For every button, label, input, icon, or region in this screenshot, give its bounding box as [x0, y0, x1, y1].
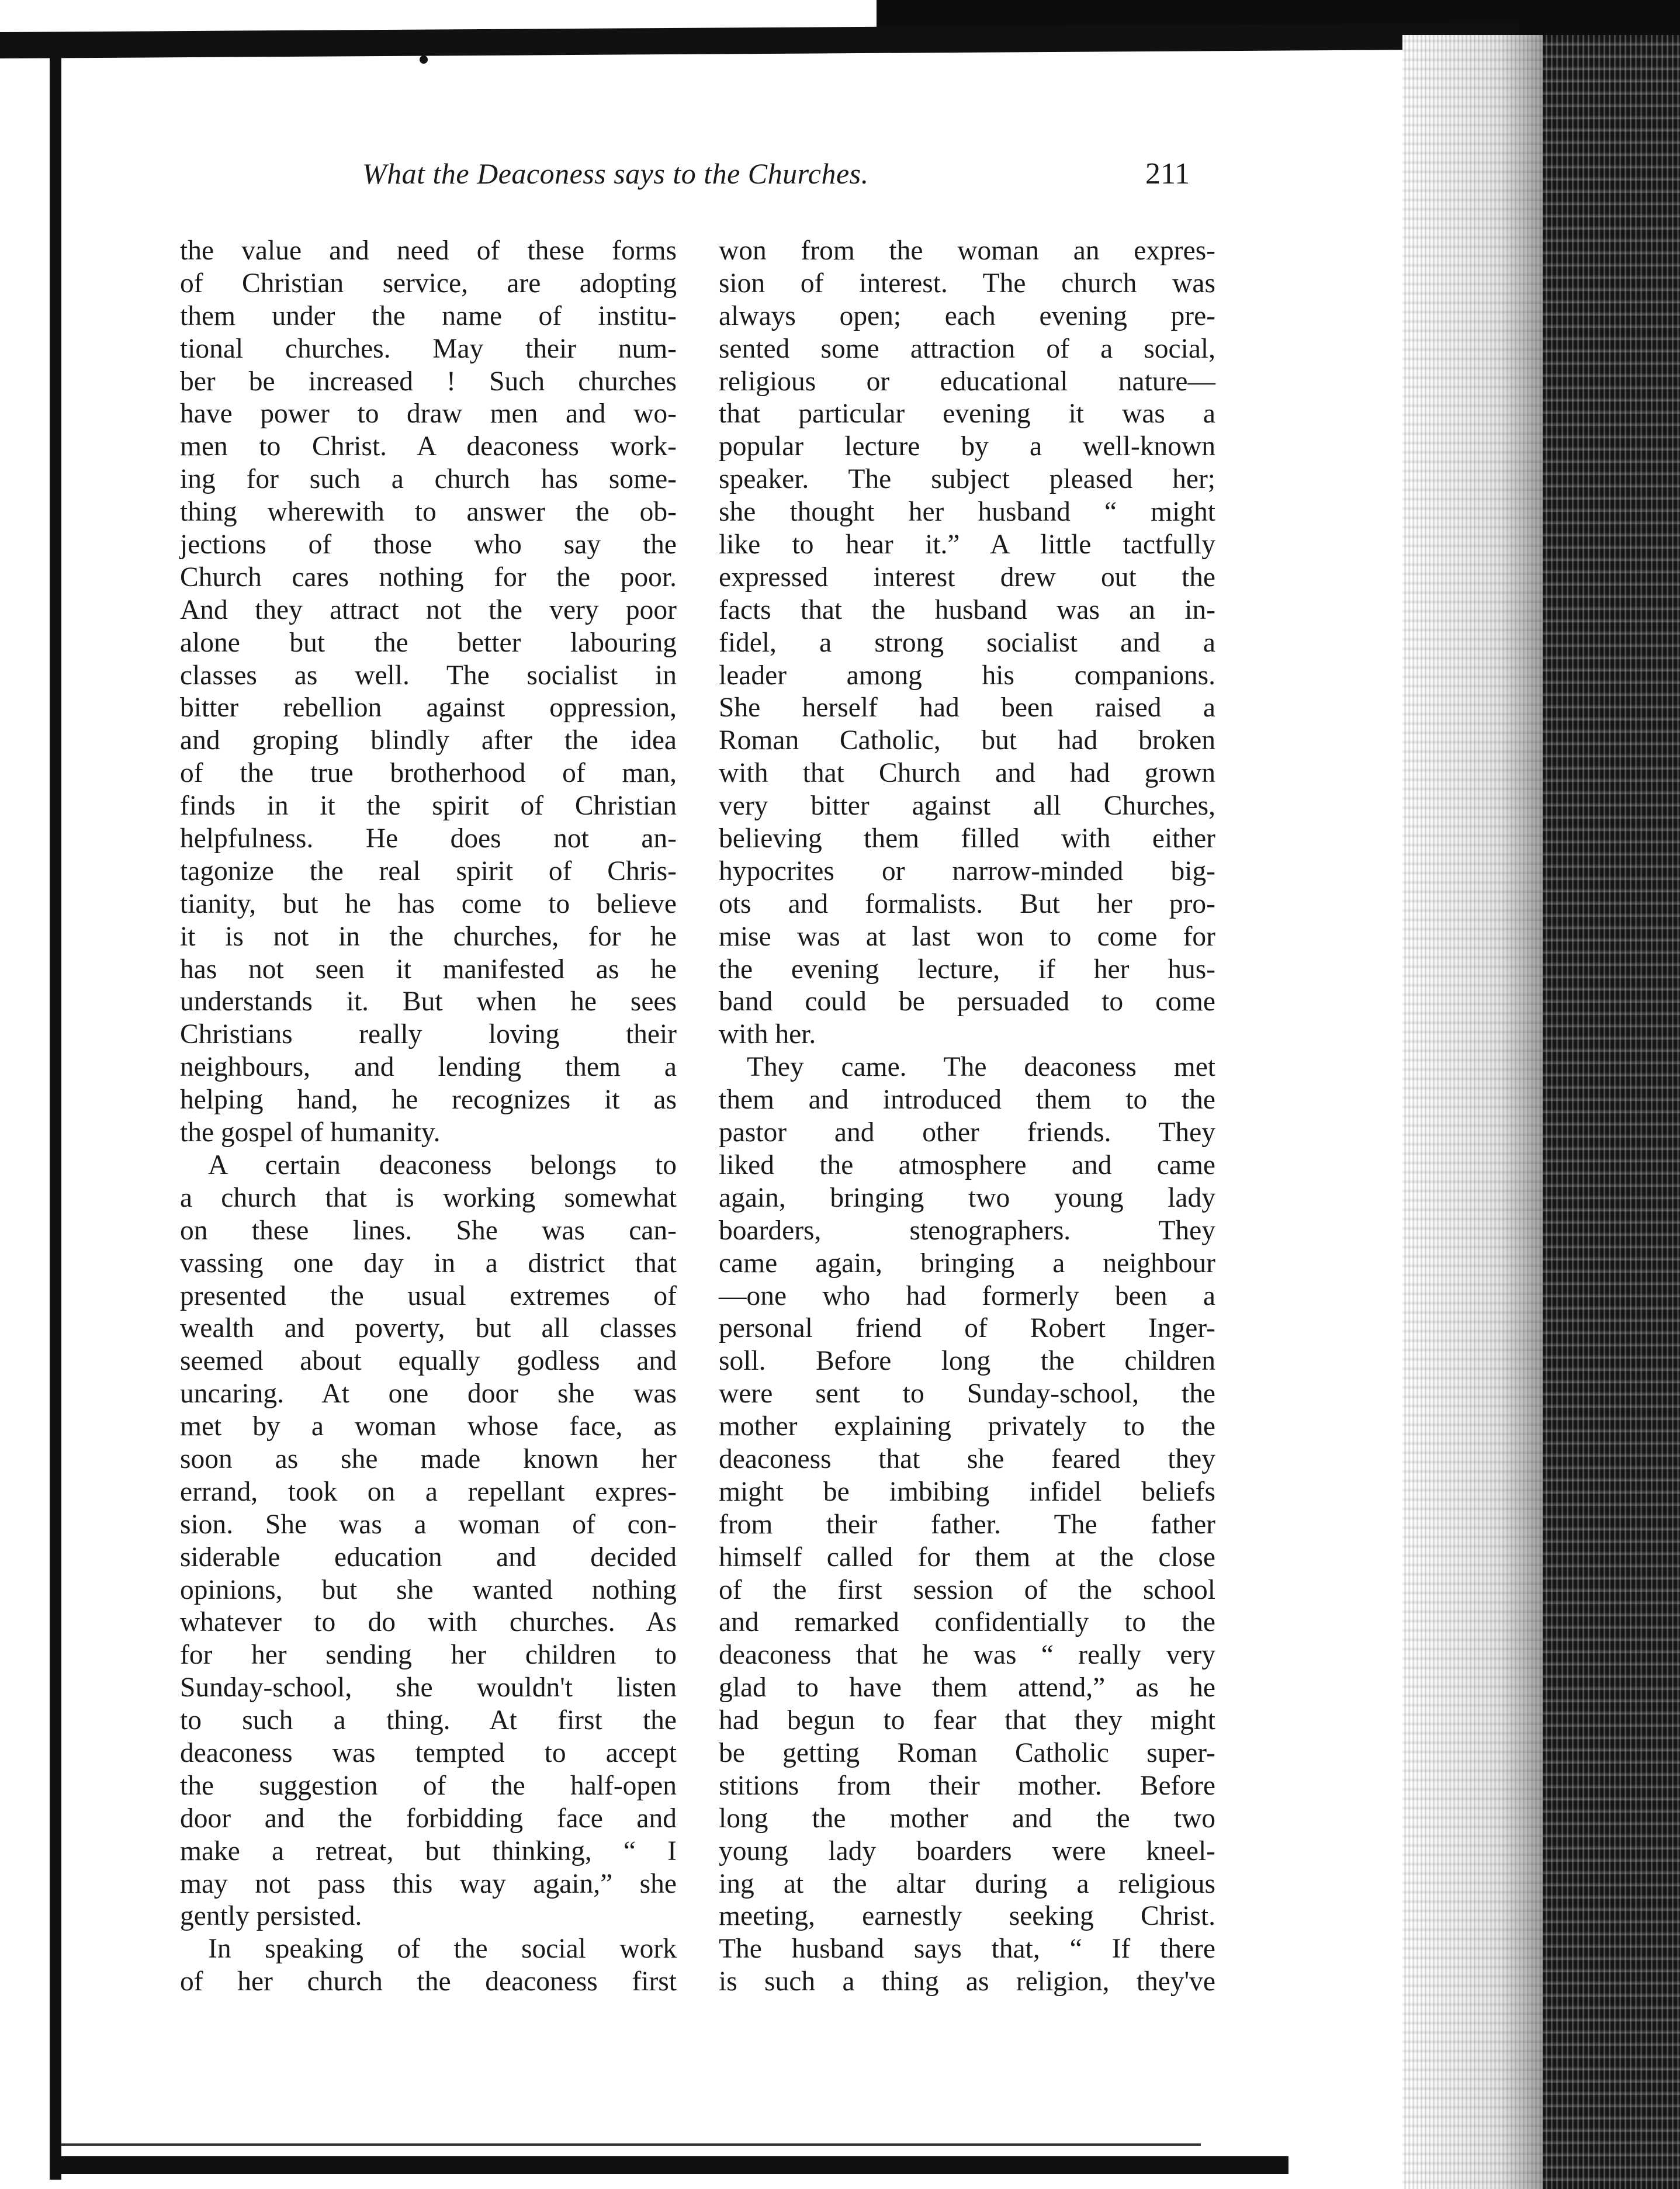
text-line: bitter rebellion against oppression,: [180, 692, 677, 723]
text-line: for her sending her children to: [180, 1640, 677, 1671]
text-line: them and introduced them to the: [719, 1085, 1215, 1116]
text-line: popular lecture by a well-known: [719, 431, 1215, 462]
text-line: with her.: [719, 1019, 816, 1050]
text-line: and groping blindly after the idea: [180, 725, 677, 756]
text-line: she thought her husband “ might: [719, 497, 1215, 528]
text-line: of the true brotherhood of man,: [180, 758, 677, 789]
text-line: alone but the better labouring: [180, 627, 677, 658]
text-line: speaker. The subject pleased her;: [719, 464, 1215, 495]
text-line: meeting, earnestly seeking Christ.: [719, 1901, 1215, 1932]
text-line: Roman Catholic, but had broken: [719, 725, 1215, 756]
text-line: stitions from their mother. Before: [719, 1770, 1215, 1801]
text-line: —one who had formerly been a: [719, 1280, 1215, 1311]
text-line: ing at the altar during a religious: [719, 1868, 1215, 1899]
text-line: facts that the husband was an in-: [719, 594, 1215, 625]
text-line: the gospel of humanity.: [180, 1117, 441, 1148]
text-line: mise was at last won to come for: [719, 921, 1215, 952]
text-line: and remarked confidentially to the: [719, 1607, 1215, 1638]
text-line: very bitter against all Churches,: [719, 791, 1215, 822]
text-line: Sunday-school, she wouldn't listen: [180, 1672, 677, 1703]
text-line: jections of those who say the: [180, 529, 677, 560]
text-line: vassing one day in a district that: [180, 1248, 677, 1279]
page-edge-dark: [1543, 35, 1680, 2189]
text-line: presented the usual extremes of: [180, 1280, 677, 1311]
text-line: religious or educational nature—: [719, 366, 1215, 397]
text-line: to such a thing. At first the: [180, 1705, 677, 1736]
text-line: with that Church and had grown: [719, 758, 1215, 789]
text-line: be getting Roman Catholic super-: [719, 1737, 1215, 1768]
text-line: won from the woman an expres-: [719, 235, 1215, 266]
text-line: helping hand, he recognizes it as: [180, 1085, 677, 1116]
text-line: She herself had been raised a: [719, 692, 1215, 723]
running-title: What the Deaconess says to the Churches.: [362, 157, 869, 190]
text-line: uncaring. At one door she was: [180, 1378, 677, 1409]
text-line: siderable education and decided: [180, 1542, 677, 1573]
text-line: finds in it the spirit of Christian: [180, 791, 677, 822]
text-line: wealth and poverty, but all classes: [180, 1313, 677, 1344]
text-line: men to Christ. A deaconess work-: [180, 431, 677, 462]
text-line: glad to have them attend,” as he: [719, 1672, 1215, 1703]
text-line: the value and need of these forms: [180, 235, 677, 266]
text-line: deaconess that he was “ really very: [719, 1640, 1215, 1671]
scan-border-left: [50, 41, 61, 2180]
text-line: boarders, stenographers. They: [719, 1215, 1215, 1246]
text-line: that particular evening it was a: [719, 399, 1215, 430]
text-line: understands it. But when he sees: [180, 986, 677, 1017]
text-line: neighbours, and lending them a: [180, 1052, 677, 1083]
text-line: tional churches. May their num-: [180, 333, 677, 364]
text-line: came again, bringing a neighbour: [719, 1248, 1215, 1279]
text-line: leader among his companions.: [719, 660, 1215, 691]
text-line: helpfulness. He does not an-: [180, 823, 677, 854]
text-line: The husband says that, “ If there: [719, 1934, 1215, 1965]
text-line: of the first session of the school: [719, 1574, 1215, 1605]
scan-rule-bottom: [61, 2143, 1201, 2146]
scan-speck: [420, 56, 428, 64]
text-line: them under the name of institu-: [180, 300, 677, 331]
text-line: Church cares nothing for the poor.: [180, 562, 677, 593]
text-line: ots and formalists. But her pro-: [719, 888, 1215, 919]
text-line: from their father. The father: [719, 1509, 1215, 1540]
text-line: tianity, but he has come to believe: [180, 888, 677, 919]
text-line: personal friend of Robert Inger-: [719, 1313, 1215, 1344]
text-line: pastor and other friends. They: [719, 1117, 1215, 1148]
text-line: sented some attraction of a social,: [719, 333, 1215, 364]
text-line: In speaking of the social work: [208, 1934, 677, 1965]
text-line: Christians really loving their: [180, 1019, 677, 1050]
text-line: band could be persuaded to come: [719, 986, 1215, 1017]
text-column-left: [180, 235, 677, 1998]
text-line: has not seen it manifested as he: [180, 954, 677, 985]
text-line: gently persisted.: [180, 1901, 362, 1932]
text-line: young lady boarders were kneel-: [719, 1835, 1215, 1866]
page-number: 211: [1145, 157, 1190, 191]
text-line: And they attract not the very poor: [180, 594, 677, 625]
text-line: tagonize the real spirit of Chris-: [180, 855, 677, 886]
text-line: sion. She was a woman of con-: [180, 1509, 677, 1540]
text-line: expressed interest drew out the: [719, 562, 1215, 593]
scan-border-top: [0, 23, 1519, 58]
text-line: a church that is working somewhat: [180, 1182, 677, 1213]
text-line: again, bringing two young lady: [719, 1182, 1215, 1213]
text-column-right: [719, 235, 1215, 1998]
text-line: himself called for them at the close: [719, 1542, 1215, 1573]
text-line: like to hear it.” A little tactfully: [719, 529, 1215, 560]
text-line: door and the forbidding face and: [180, 1803, 677, 1834]
text-line: on these lines. She was can-: [180, 1215, 677, 1246]
text-line: were sent to Sunday-school, the: [719, 1378, 1215, 1409]
text-line: ber be increased ! Such churches: [180, 366, 677, 397]
text-line: make a retreat, but thinking, “ I: [180, 1835, 677, 1866]
text-line: have power to draw men and wo-: [180, 399, 677, 430]
text-line: fidel, a strong socialist and a: [719, 627, 1215, 658]
text-line: long the mother and the two: [719, 1803, 1215, 1834]
text-line: errand, took on a repellant expres-: [180, 1476, 677, 1507]
text-line: is such a thing as religion, they've: [719, 1966, 1215, 1997]
text-line: it is not in the churches, for he: [180, 921, 677, 952]
text-line: the evening lecture, if her hus-: [719, 954, 1215, 985]
text-line: deaconess that she feared they: [719, 1443, 1215, 1474]
text-line: deaconess was tempted to accept: [180, 1737, 677, 1768]
text-line: mother explaining privately to the: [719, 1411, 1215, 1442]
text-line: ing for such a church has some-: [180, 464, 677, 495]
text-line: may not pass this way again,” she: [180, 1868, 677, 1899]
text-line: whatever to do with churches. As: [180, 1607, 677, 1638]
text-line: A certain deaconess belongs to: [208, 1149, 677, 1180]
text-line: hypocrites or narrow-minded big-: [719, 855, 1215, 886]
text-line: opinions, but she wanted nothing: [180, 1574, 677, 1605]
text-line: met by a woman whose face, as: [180, 1411, 677, 1442]
text-line: They came. The deaconess met: [747, 1052, 1215, 1083]
text-line: sion of interest. The church was: [719, 268, 1215, 299]
text-line: of her church the deaconess first: [180, 1966, 677, 1997]
text-line: classes as well. The socialist in: [180, 660, 677, 691]
text-line: had begun to fear that they might: [719, 1705, 1215, 1736]
scan-border-bottom: [50, 2156, 1288, 2174]
text-line: of Christian service, are adopting: [180, 268, 677, 299]
text-line: always open; each evening pre-: [719, 300, 1215, 331]
text-line: soll. Before long the children: [719, 1346, 1215, 1377]
text-line: believing them filled with either: [719, 823, 1215, 854]
text-line: thing wherewith to answer the ob-: [180, 497, 677, 528]
text-line: the suggestion of the half-open: [180, 1770, 677, 1801]
text-line: might be imbibing infidel beliefs: [719, 1476, 1215, 1507]
text-line: liked the atmosphere and came: [719, 1149, 1215, 1180]
text-line: seemed about equally godless and: [180, 1346, 677, 1377]
text-line: soon as she made known her: [180, 1443, 677, 1474]
